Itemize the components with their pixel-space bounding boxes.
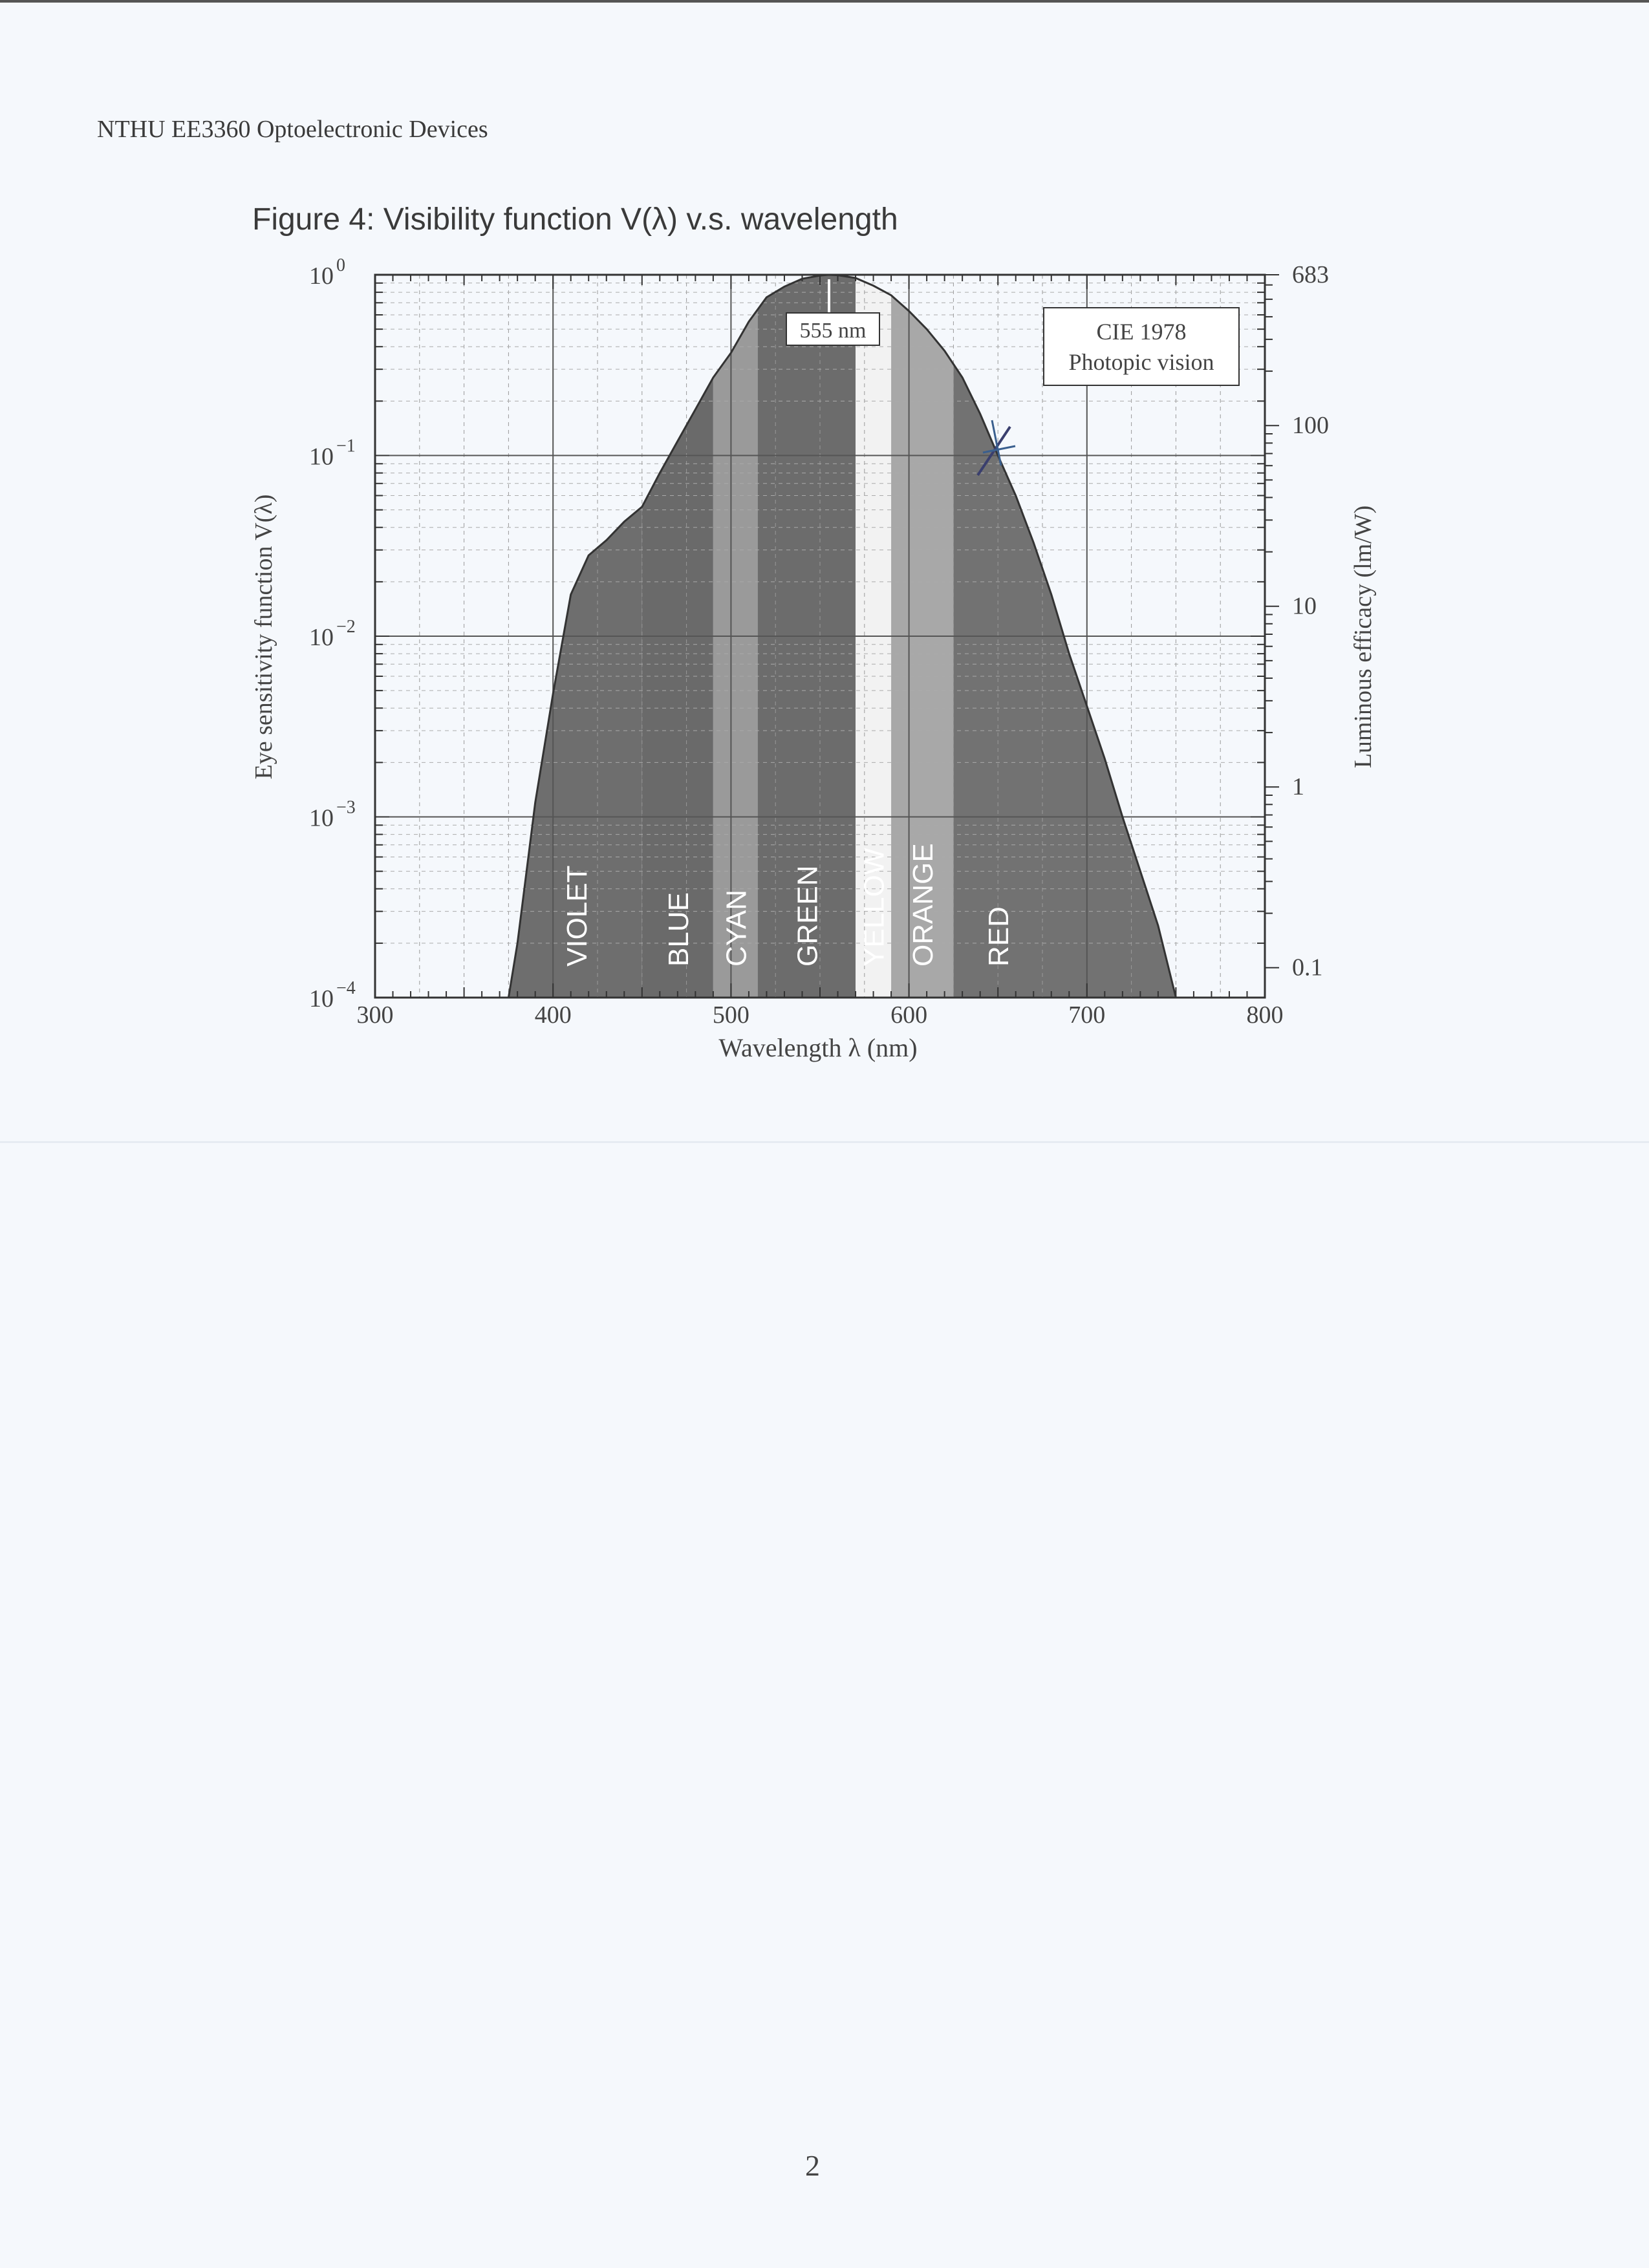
page-number: 2	[805, 2149, 820, 2182]
x-tick-label: 700	[1068, 1001, 1106, 1029]
right-tick-label: 1	[1292, 773, 1304, 801]
page-header: NTHU EE3360 Optoelectronic Devices	[97, 116, 488, 143]
band-label-cyan: CYAN	[720, 890, 753, 967]
peak-label: 555 nm	[799, 319, 867, 343]
legend-box	[1044, 308, 1239, 385]
x-axis-label: Wavelength λ (nm)	[718, 1033, 918, 1062]
y-tick-label: 10	[309, 624, 334, 651]
x-tick-label: 800	[1246, 1001, 1284, 1029]
x-tick-label: 500	[712, 1001, 749, 1029]
legend-line-2: Photopic vision	[1068, 349, 1214, 375]
y-tick-exponent: −3	[336, 797, 356, 818]
x-tick-label: 300	[356, 1001, 394, 1029]
y-tick-label: 10	[309, 804, 334, 832]
right-tick-label: 683	[1292, 261, 1329, 288]
y-tick-exponent: −2	[336, 617, 356, 637]
x-tick-labels	[357, 1001, 1284, 1029]
right-tick-label: 0.1	[1292, 954, 1323, 981]
x-tick-label: 400	[534, 1001, 572, 1029]
right-tick-labels	[1292, 261, 1329, 981]
y-tick-labels	[309, 255, 356, 1012]
paper-fold-line	[0, 1141, 1649, 1143]
y-tick-exponent: −4	[336, 978, 356, 998]
legend-line-1: CIE 1978	[1096, 319, 1187, 345]
y-tick-label: 10	[309, 443, 334, 471]
y-tick-label: 10	[309, 985, 334, 1012]
figure-title: Figure 4: Visibility function V(λ) v.s. wavelength	[252, 202, 898, 237]
band-label-violet: VIOLET	[561, 865, 593, 967]
visibility-chart	[0, 0, 1649, 1099]
y-tick-exponent: 0	[336, 255, 345, 275]
band-label-blue: BLUE	[662, 892, 695, 967]
x-tick-label: 600	[890, 1001, 928, 1029]
y-axis-label-right: Luminous efficacy (lm/W)	[1350, 505, 1377, 769]
band-label-yellow: YELLOW	[858, 848, 890, 967]
right-tick-label: 10	[1292, 592, 1317, 620]
band-label-red: RED	[983, 906, 1015, 967]
band-label-green: GREEN	[792, 865, 824, 967]
y-tick-exponent: −1	[336, 436, 356, 456]
y-tick-label: 10	[309, 262, 334, 290]
right-tick-label: 100	[1292, 412, 1329, 440]
band-label-orange: ORANGE	[907, 843, 940, 967]
y-axis-label-left: Eye sensitivity function V(λ)	[250, 494, 277, 780]
